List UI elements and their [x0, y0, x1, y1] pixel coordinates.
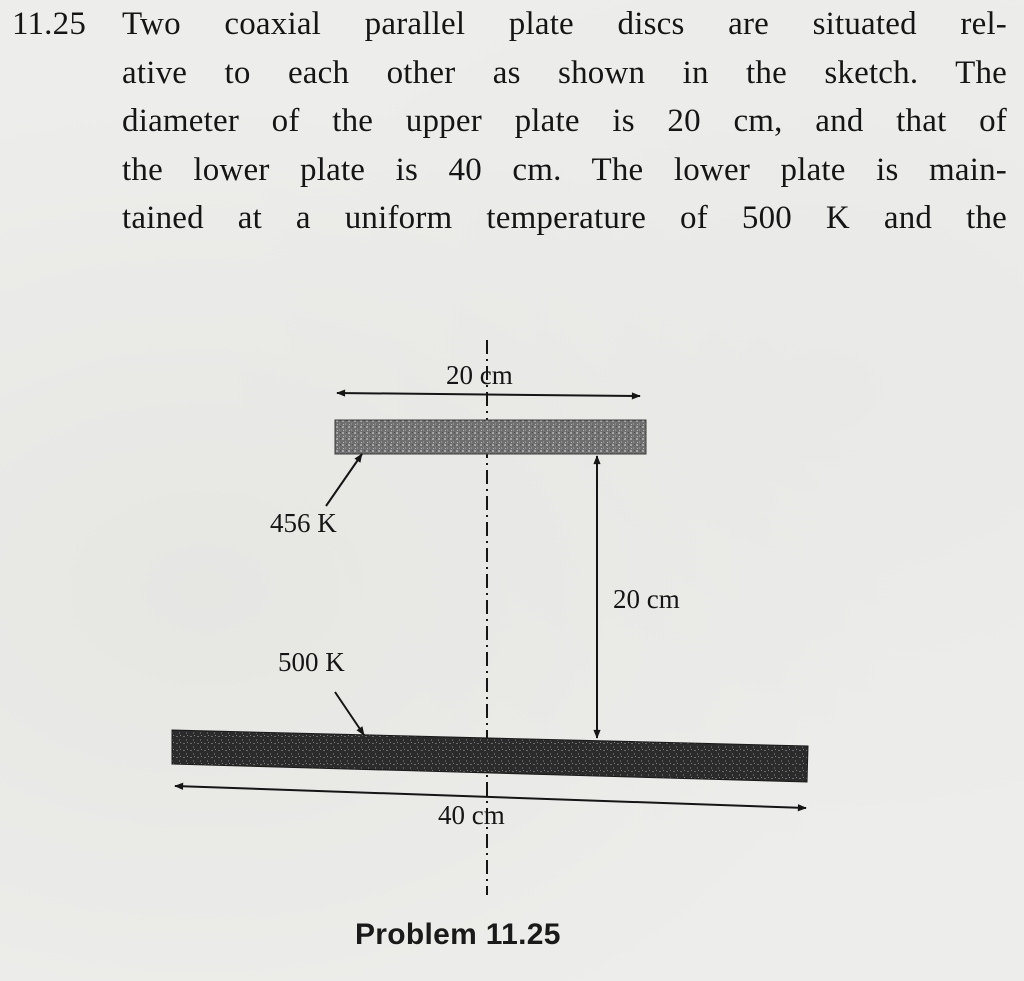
problem-line-text: tained at a uniform temperature of 500 K and the: [122, 200, 1007, 236]
lower-plate: [172, 730, 808, 782]
lower-diameter-label: 40 cm: [438, 800, 505, 830]
upper-temp-leader: [326, 454, 362, 506]
lower-plate-temperature-label: 500 K: [278, 647, 345, 677]
upper-diameter-arrow: [337, 393, 640, 396]
problem-line-text: the lower plate is 40 cm. The lower plate is main-: [122, 151, 1007, 188]
problem-number: 11.25: [12, 6, 87, 42]
upper-plate-temperature-label: 456 K: [270, 508, 337, 538]
lower-temp-leader: [335, 692, 364, 735]
problem-line-text: Two coaxial parallel plate discs are situated rel-: [122, 6, 1007, 42]
problem-line-text: diameter of the upper plate is 20 cm, and that of: [122, 103, 1007, 139]
upper-diameter-label: 20 cm: [446, 360, 513, 390]
upper-plate: [335, 420, 646, 454]
problem-line-text: ative to each other as shown in the sketch. The: [122, 54, 1007, 91]
plate-spacing-label: 20 cm: [613, 584, 680, 614]
figure-caption: Problem 11.25: [355, 918, 561, 951]
